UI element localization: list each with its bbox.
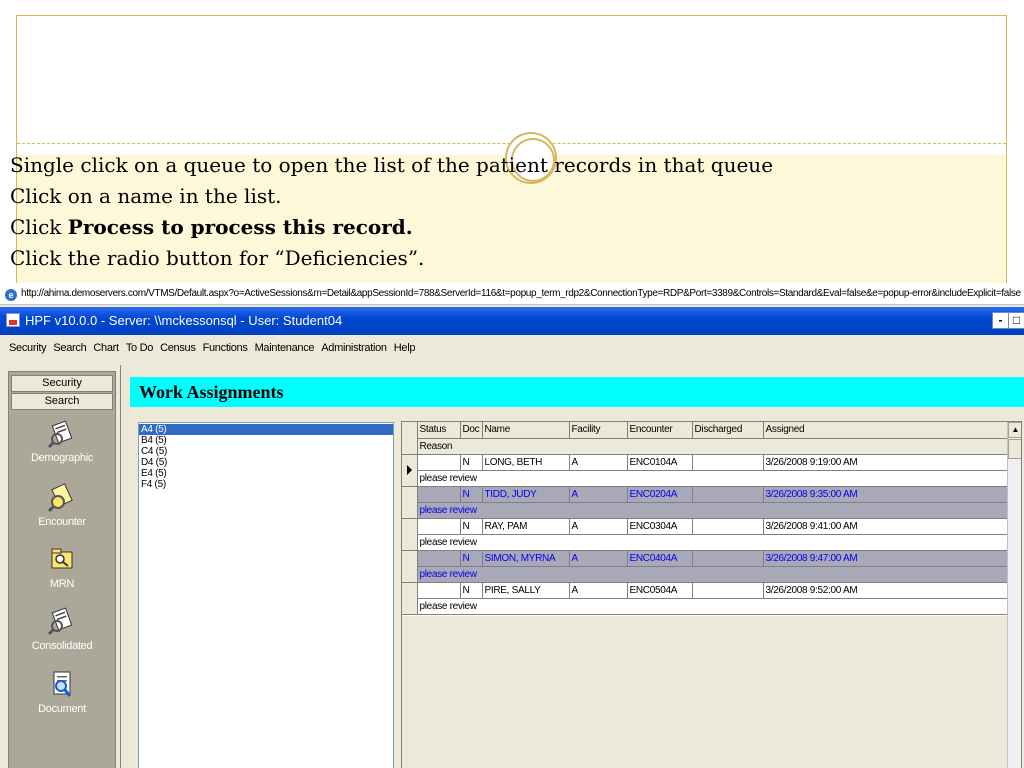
nav-item-consolidated[interactable] [9,606,115,652]
cell-name[interactable]: LONG, BETH [482,454,569,470]
cell-discharged [692,582,763,598]
encounter-icon [47,482,77,512]
cell-facility: A [569,518,627,534]
table-row[interactable] [402,582,1007,598]
cell-doc: N [460,550,482,566]
cell-doc: N [460,582,482,598]
nav-label-demographic: Demographic [30,452,94,464]
table-row[interactable] [402,454,1007,470]
cell-name[interactable]: TIDD, JUDY [482,486,569,502]
maximize-button[interactable]: □ [1008,312,1024,329]
cell-facility: A [569,550,627,566]
menu-help[interactable]: Help [393,342,416,354]
cell-doc: N [460,454,482,470]
table-row-reason[interactable] [402,534,1007,550]
cell-encounter: ENC0204A [627,486,692,502]
window-title: HPF v10.0.0 - Server: \\mckessonsql - User: Student04 [25,313,343,328]
menu-functions[interactable]: Functions [202,342,248,354]
cell-status [417,550,460,566]
cell-encounter: ENC0304A [627,518,692,534]
nav-label-document: Document [38,703,86,715]
nav-item-demographic[interactable] [9,418,115,464]
records-grid [401,421,1022,768]
cell-reason: please review [417,534,1007,550]
instruction-line-3-bold: Process to process this record. [67,215,413,239]
cell-assigned: 3/26/2008 9:41:00 AM [763,518,1007,534]
menu-security[interactable]: Security [9,342,47,354]
cell-facility: A [569,454,627,470]
column-header-discharged[interactable]: Discharged [692,422,763,438]
left-nav-panel [8,371,116,768]
cell-facility: A [569,486,627,502]
column-header-status[interactable]: Status [417,422,460,438]
menu-chart[interactable]: Chart [93,342,119,354]
cell-assigned: 3/26/2008 9:35:00 AM [763,486,1007,502]
current-row-arrow-icon [407,465,412,475]
queue-item-e4[interactable]: E4 (5) [141,468,167,479]
cell-status [417,518,460,534]
nav-label-consolidated: Consolidated [31,640,93,652]
table-row-reason[interactable] [402,502,1007,518]
row-header-corner [402,422,417,454]
queue-item-a4[interactable]: A4 (5) [139,424,393,435]
cell-encounter: ENC0104A [627,454,692,470]
cell-discharged [692,518,763,534]
cell-discharged [692,454,763,470]
queue-list[interactable] [138,422,394,768]
main-panel [120,365,1024,768]
menu-bar [0,338,1024,358]
nav-item-encounter[interactable] [9,482,115,528]
cell-assigned: 3/26/2008 9:47:00 AM [763,550,1007,566]
row-selector[interactable] [402,518,417,550]
app-screenshot [0,283,1024,768]
cell-assigned: 3/26/2008 9:52:00 AM [763,582,1007,598]
address-url[interactable]: http://ahima.demoservers.com/VTMS/Default.aspx?o=ActiveSessions&m=Detail&appSessionId=788&ServerId=116&t=popup_term_rdp2&ConnectionType=RDP&Port=3389&Controls=Standard&Eval=false&e=popup-error&includeExplicit=false [21,288,1021,299]
queue-item-f4[interactable]: F4 (5) [141,479,166,490]
instruction-line-1: Single click on a queue to open the list of the patient records in that queue [10,153,774,177]
queue-item-d4[interactable]: D4 (5) [141,457,167,468]
instruction-line-3-prefix: Click [10,215,68,239]
nav-security-button[interactable]: Security [11,375,113,392]
mrn-icon [47,544,77,574]
cell-discharged [692,486,763,502]
table-row[interactable] [402,486,1007,502]
instruction-line-4: Click the radio button for “Deficiencies”. [10,246,425,270]
nav-label-mrn: MRN [49,578,75,590]
cell-status [417,582,460,598]
cell-reason: please review [417,470,1007,486]
minimize-button[interactable]: - [992,312,1009,329]
grid-empty-area [402,616,1007,768]
cell-reason: please review [417,598,1007,614]
scroll-up-icon[interactable]: ▲ [1008,422,1022,438]
menu-census[interactable]: Census [160,342,196,354]
cell-reason: please review [417,502,1007,518]
row-selector[interactable] [402,486,417,518]
grid-reason-header-row [402,438,1007,454]
queue-item-b4[interactable]: B4 (5) [141,435,167,446]
instruction-line-2: Click on a name in the list. [10,184,282,208]
grid-vertical-scrollbar[interactable] [1007,422,1022,768]
work-assignments-header: Work Assignments [130,377,1024,407]
cell-encounter: ENC0504A [627,582,692,598]
column-header-encounter[interactable]: Encounter [627,422,692,438]
column-header-assigned[interactable]: Assigned [763,422,1007,438]
address-bar[interactable] [0,283,1024,305]
menu-administration[interactable]: Administration [321,342,387,354]
column-header-facility[interactable]: Facility [569,422,627,438]
nav-search-button[interactable]: Search [11,393,113,410]
cell-reason: please review [417,566,1007,582]
instructions [10,150,773,274]
cell-name[interactable]: PIRE, SALLY [482,582,569,598]
window-titlebar[interactable] [0,307,1024,335]
menu-maintenance[interactable]: Maintenance [254,342,315,354]
nav-item-mrn[interactable] [9,544,115,590]
records-table [402,422,1008,615]
column-header-doc[interactable]: Doc [460,422,482,438]
table-row-reason[interactable] [402,470,1007,486]
cell-assigned: 3/26/2008 9:19:00 AM [763,454,1007,470]
row-selector[interactable] [402,454,417,486]
column-header-reason: Reason [417,438,1007,454]
grid-header-row [402,422,1007,438]
nav-label-encounter: Encounter [38,516,86,528]
consolidated-icon [47,606,77,636]
cell-doc: N [460,486,482,502]
table-row-reason[interactable] [402,566,1007,582]
cell-name[interactable]: SIMON, MYRNA [482,550,569,566]
queue-item-c4[interactable]: C4 (5) [141,446,167,457]
table-row[interactable] [402,518,1007,534]
cell-doc: N [460,518,482,534]
menu-search[interactable]: Search [53,342,87,354]
ie-page-icon: e [5,289,17,301]
instruction-line-3 [10,212,773,243]
menu-todo[interactable]: To Do [125,342,154,354]
cell-name[interactable]: RAY, PAM [482,518,569,534]
row-selector[interactable] [402,582,417,614]
document-icon [47,669,77,699]
table-row[interactable] [402,550,1007,566]
cell-status [417,454,460,470]
cell-encounter: ENC0404A [627,550,692,566]
table-row-reason[interactable] [402,598,1007,614]
cell-status [417,486,460,502]
cell-discharged [692,550,763,566]
column-header-name[interactable]: Name [482,422,569,438]
scroll-thumb[interactable] [1008,439,1022,459]
nav-item-document[interactable] [9,669,115,715]
cell-facility: A [569,582,627,598]
row-selector[interactable] [402,550,417,582]
app-icon [6,313,20,327]
demographic-icon [47,418,77,448]
